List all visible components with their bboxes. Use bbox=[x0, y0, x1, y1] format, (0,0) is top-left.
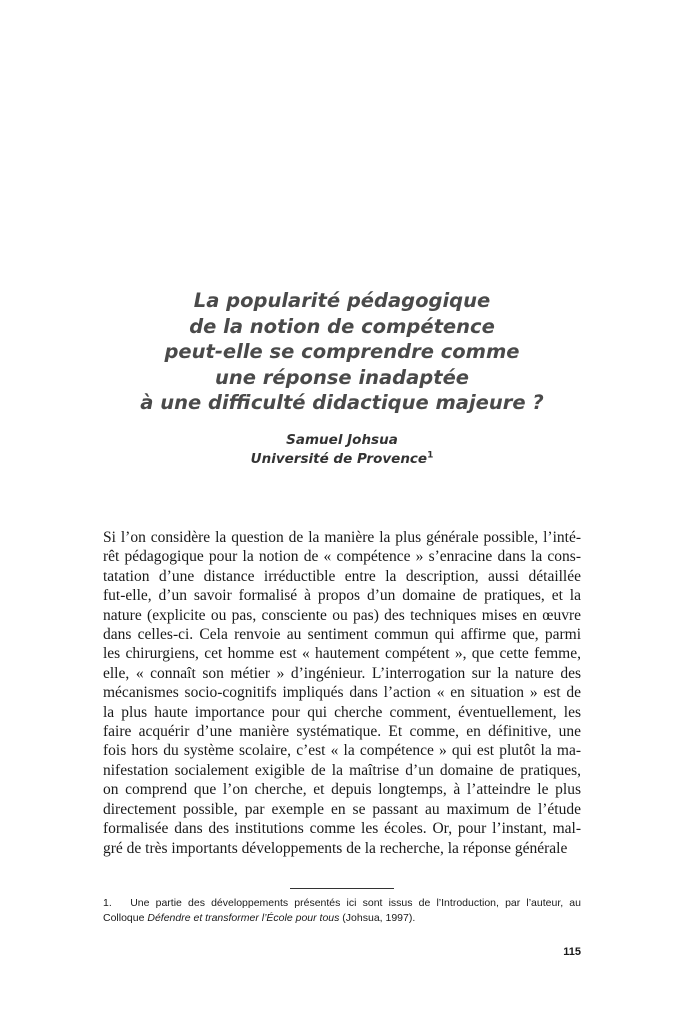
body-line: fois hors du système scolaire, c’est « la compétence » qui est plutôt la ma- bbox=[103, 742, 581, 760]
body-line: on comprend que l’on cherche, et depuis longtemps, à l’atteindre le plus bbox=[103, 781, 581, 799]
footnote-text-suffix: (Johsua, 1997). bbox=[339, 912, 416, 924]
footnote-colloquium-title: Défendre et transformer l’École pour tous bbox=[147, 912, 340, 924]
body-line: la plus haute importance pour qui cherche comment, éventuellement, les bbox=[103, 703, 581, 721]
title-line-3: peut-elle se comprendre comme bbox=[164, 340, 520, 363]
body-line: tatation d’une distance irréductible entre la description, aussi détaillée bbox=[103, 567, 581, 585]
title-line-1: La popularité pédagogique bbox=[193, 289, 491, 312]
body-line: nifestation socialement exigible de la maîtrise d’un domaine de pratiques, bbox=[103, 761, 581, 779]
footnote-text-prefix: Colloque bbox=[103, 912, 148, 924]
footnote-divider bbox=[290, 888, 394, 889]
title-line-2: de la notion de compétence bbox=[189, 314, 495, 338]
title-line-5: à une difficulté didactique majeure ? bbox=[140, 391, 544, 414]
footnote-reference[interactable]: 1 bbox=[427, 450, 434, 461]
body-line: rêt pédagogique pour la notion de « compétence » s’enracine dans la cons- bbox=[103, 548, 581, 566]
body-line: les chirurgiens, cet homme est « hautement compétent », que cette femme, bbox=[103, 645, 581, 663]
footnote-line-2 bbox=[103, 911, 581, 926]
body-line: directement possible, par exemple en se passant au maximum de l’étude bbox=[103, 800, 581, 818]
body-paragraph bbox=[103, 528, 581, 858]
body-line: formalisée dans des institutions comme les écoles. Or, pour l’instant, mal- bbox=[103, 820, 581, 838]
footnote bbox=[103, 896, 581, 926]
article-title bbox=[102, 288, 582, 416]
author-block bbox=[102, 431, 582, 469]
body-line: gré de très importants développements de la recherche, la réponse générale bbox=[103, 839, 568, 857]
body-line: elle, « connaît son métier » d’ingénieur. L’interrogation sur la nature des bbox=[103, 664, 581, 682]
footnote-number: 1. bbox=[103, 897, 112, 909]
page-number: 115 bbox=[563, 946, 581, 958]
body-line: fut-elle, d’un savoir formalisé à propos d’un domaine de pratiques, et la bbox=[103, 587, 581, 605]
body-line: nature (explicite ou pas, consciente ou pas) des techniques mises en œuvre bbox=[103, 606, 581, 624]
author-affiliation-line bbox=[102, 450, 582, 469]
body-line: Si l’on considère la question de la manière la plus générale possible, l’inté- bbox=[103, 529, 581, 546]
author-name: Samuel Johsua bbox=[286, 432, 398, 448]
footnote-line-1 bbox=[103, 896, 581, 911]
title-line-4: une réponse inadaptée bbox=[214, 365, 470, 389]
body-line: faire acquérir d’une manière systématique. Et comme, en définitive, une bbox=[103, 723, 581, 741]
footnote-text: Une partie des développements présentés ici sont issus de l’Introduction, par l’auteur, au bbox=[130, 897, 581, 909]
author-affiliation: Université de Provence bbox=[250, 451, 428, 467]
body-line: dans celles-ci. Cela renvoie au sentiment commun qui affirme que, parmi bbox=[103, 626, 581, 644]
body-line: mécanismes socio-cognitifs impliqués dans l’action « en situation » est de bbox=[103, 684, 581, 702]
